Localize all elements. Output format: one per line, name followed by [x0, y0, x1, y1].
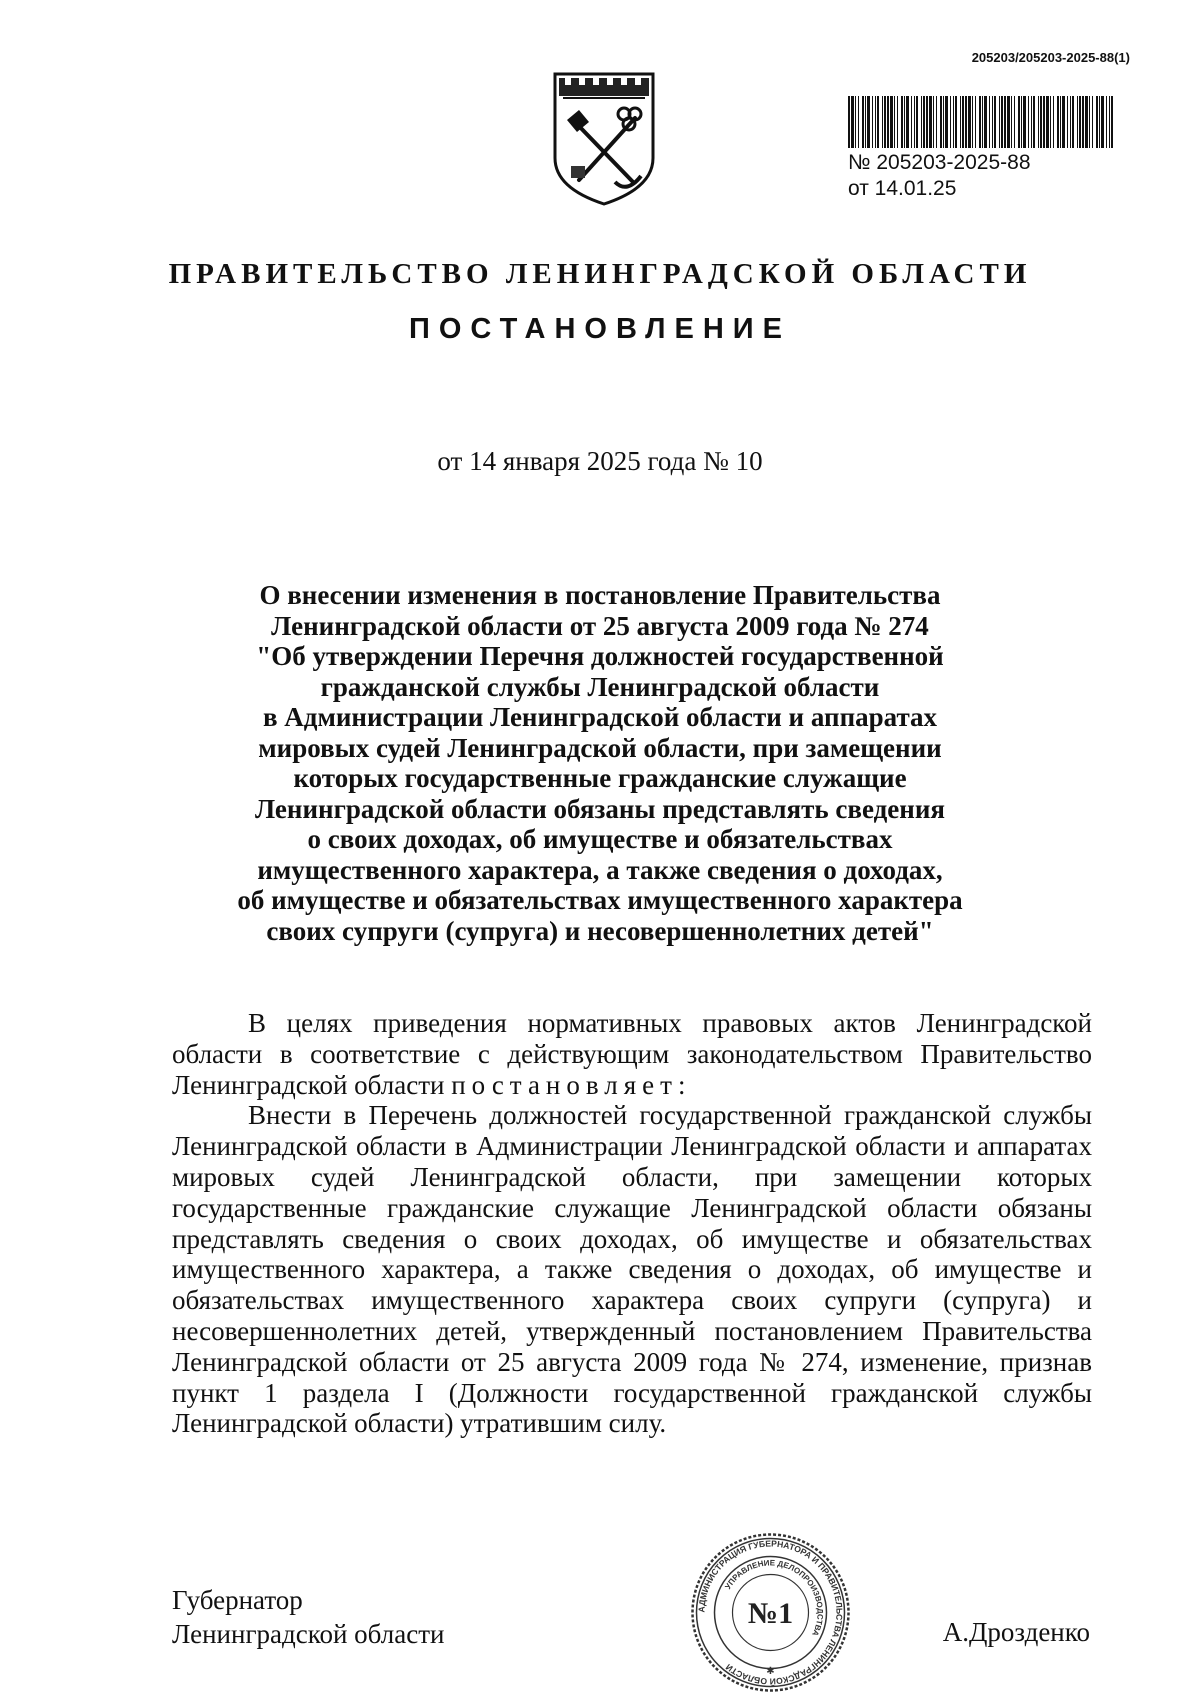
barcode-bar — [904, 96, 905, 148]
barcode-bar — [1043, 96, 1045, 148]
barcode-bar — [950, 96, 951, 148]
barcode-bar — [872, 96, 873, 148]
barcode-bar — [1101, 96, 1104, 148]
barcode-bar — [943, 96, 944, 148]
barcode-bar — [862, 96, 864, 148]
title-line: которых государственные гражданские служащие — [293, 763, 907, 793]
barcode-bar — [975, 96, 976, 148]
authority-heading: ПРАВИТЕЛЬСТВО ЛЕНИНГРАДСКОЙ ОБЛАСТИ — [168, 258, 1032, 290]
barcode-bar — [855, 96, 856, 148]
barcode-bar — [933, 96, 934, 148]
barcode-bar — [1089, 96, 1090, 148]
coat-of-arms-icon — [549, 70, 659, 208]
barcode-bar — [875, 96, 876, 148]
barcode-bar — [901, 96, 903, 148]
barcode-bar — [1060, 96, 1061, 148]
registration-date: от 14.01.25 — [848, 177, 957, 200]
barcode-bar — [884, 96, 886, 148]
barcode-bar — [972, 96, 973, 148]
barcode-bar — [1085, 96, 1088, 148]
barcode-bar — [921, 96, 922, 148]
barcode-bar — [906, 96, 909, 148]
seal-ring-text: АДМИНИСТРАЦИЯ ГУБЕРНАТОРА И ПРАВИТЕЛЬСТВА ЛЕНИНГРАДСКОЙ ОБЛАСТИ — [696, 1538, 845, 1687]
title-line: мировых судей Ленинградской области, при замещении — [258, 732, 942, 763]
barcode-bar — [1082, 96, 1084, 148]
barcode-bar — [865, 96, 866, 148]
barcode-bar — [989, 96, 990, 148]
barcode-bar — [1077, 96, 1078, 148]
barcode-bar — [1028, 96, 1029, 148]
barcode-bar — [1031, 96, 1032, 148]
barcode-bar — [858, 96, 859, 148]
document-date-line: от 14 января 2025 года № 10 — [437, 446, 763, 476]
barcode-bar — [1046, 96, 1049, 148]
document-title — [160, 580, 1040, 946]
barcode-bar — [953, 96, 954, 148]
barcode-bar — [923, 96, 925, 148]
barcode-bar — [911, 96, 912, 148]
barcode-bar — [1007, 96, 1010, 148]
barcode-bar — [851, 96, 854, 148]
barcode-bar — [936, 96, 937, 148]
barcode-bar — [962, 96, 964, 148]
registration-block — [848, 150, 1031, 202]
barcode-bar — [940, 96, 942, 148]
barcode-bar — [1070, 96, 1071, 148]
barcode-bar — [945, 96, 948, 148]
title-line: Ленинградской области от 25 августа 2009 года № 274 — [271, 610, 929, 641]
barcode-bar — [890, 96, 893, 148]
barcode-bar — [1079, 96, 1081, 148]
title-line: "Об утверждении Перечня должностей государственной — [256, 641, 944, 671]
document-id: 205203/205203-2025-88(1) — [971, 50, 1130, 65]
barcode-bar — [882, 96, 883, 148]
barcode — [848, 96, 1118, 148]
official-seal — [688, 1530, 853, 1695]
barcode-bar — [1033, 96, 1035, 148]
barcode-bar — [999, 96, 1000, 148]
title-line: об имуществе и обязательствах имущественного характера — [237, 885, 963, 915]
barcode-bar — [916, 96, 918, 148]
barcode-bar — [1004, 96, 1006, 148]
barcode-bar — [955, 96, 957, 148]
seal-star-icon: ✱ — [766, 1666, 775, 1677]
barcode-bar — [1014, 96, 1015, 148]
barcode-bar — [1011, 96, 1012, 148]
barcode-bar — [848, 96, 850, 148]
barcode-bar — [887, 96, 889, 148]
title-line: о своих доходах, об имуществе и обязательствах — [307, 824, 893, 854]
barcode-bar — [1062, 96, 1065, 148]
signatory-name: А.Дрозденко — [942, 1617, 1090, 1647]
barcode-bar — [960, 96, 961, 148]
title-line: в Администрации Ленинградской области и аппаратах — [262, 702, 938, 732]
preamble-text: В целях приведения нормативных правовых актов Ленинградской области в соответствие с действующим законодательством Правительство Ленинградской области — [172, 1008, 1092, 1100]
barcode-bar — [1092, 96, 1093, 148]
seal-inner-text: УПРАВЛЕНИЕ ДЕЛОПРОИЗВОДСТВА — [723, 1558, 825, 1638]
signature-position-line: Губернатор — [172, 1585, 303, 1615]
resolution-verb: постановляет: — [451, 1069, 692, 1100]
paragraph-resolution: Внести в Перечень должностей государственной гражданской службы Ленинградской области в Администрации Ленинградской области и аппаратах мировых судей Ленинградской области, при замещении которых государственные гражданские служащие Ленинградской области обязаны представлять сведения о своих доходах, об имуществе и обязательствах имущественного характера, а также сведения о доходах, об имуществе и обязательствах имущественного характера своих супруги (супруга) и несовершеннолетних детей, утвержденный постановлением Правительства Ленинградской области от 25 августа 2009 года № 274, изменение, признав пункт 1 раздела I (Должности государственной гражданской службы Ленинградской области) утратившим силу. — [172, 1100, 1092, 1439]
barcode-bar — [867, 96, 870, 148]
document-body — [172, 1008, 1092, 1439]
barcode-bar — [1109, 96, 1110, 148]
title-line: Ленинградской области обязаны представлять сведения — [255, 793, 945, 824]
barcode-bar — [1096, 96, 1098, 148]
barcode-bar — [926, 96, 928, 148]
signature-position — [172, 1583, 444, 1651]
barcode-bar — [994, 96, 996, 148]
barcode-bar — [894, 96, 895, 148]
barcode-bar — [1038, 96, 1039, 148]
barcode-bar — [1099, 96, 1100, 148]
barcode-bar — [1072, 96, 1074, 148]
paragraph-preamble — [172, 1008, 1092, 1100]
barcode-bar — [984, 96, 987, 148]
barcode-bar — [877, 96, 879, 148]
barcode-bar — [1018, 96, 1020, 148]
barcode-bar — [1001, 96, 1003, 148]
document-type: ПОСТАНОВЛЕНИЕ — [409, 313, 791, 345]
barcode-bar — [1057, 96, 1059, 148]
title-line: своих супруги (супруга) и несовершеннолетних детей" — [266, 915, 934, 946]
barcode-bar — [1106, 96, 1107, 148]
barcode-bar — [992, 96, 993, 148]
barcode-bar — [1050, 96, 1051, 148]
title-line: гражданской службы Ленинградской области — [320, 671, 880, 702]
barcode-bar — [965, 96, 967, 148]
barcode-bar — [914, 96, 915, 148]
barcode-bar — [1021, 96, 1022, 148]
barcode-bar — [1040, 96, 1042, 148]
seal-number: №1 — [747, 1597, 794, 1630]
barcode-bar — [897, 96, 898, 148]
barcode-bar — [982, 96, 983, 148]
barcode-bar — [929, 96, 932, 148]
barcode-bar — [1111, 96, 1113, 148]
signature-position-line: Ленинградской области — [172, 1619, 445, 1649]
title-line: О внесении изменения в постановление Правительства — [259, 580, 941, 610]
barcode-bar — [1053, 96, 1054, 148]
barcode-bar — [979, 96, 981, 148]
barcode-bar — [1067, 96, 1068, 148]
title-line: имущественного характера, а также сведения о доходах, — [257, 854, 943, 885]
barcode-bar — [1023, 96, 1026, 148]
barcode-bar — [968, 96, 971, 148]
registration-number: № 205203-2025-88 — [848, 151, 1031, 174]
